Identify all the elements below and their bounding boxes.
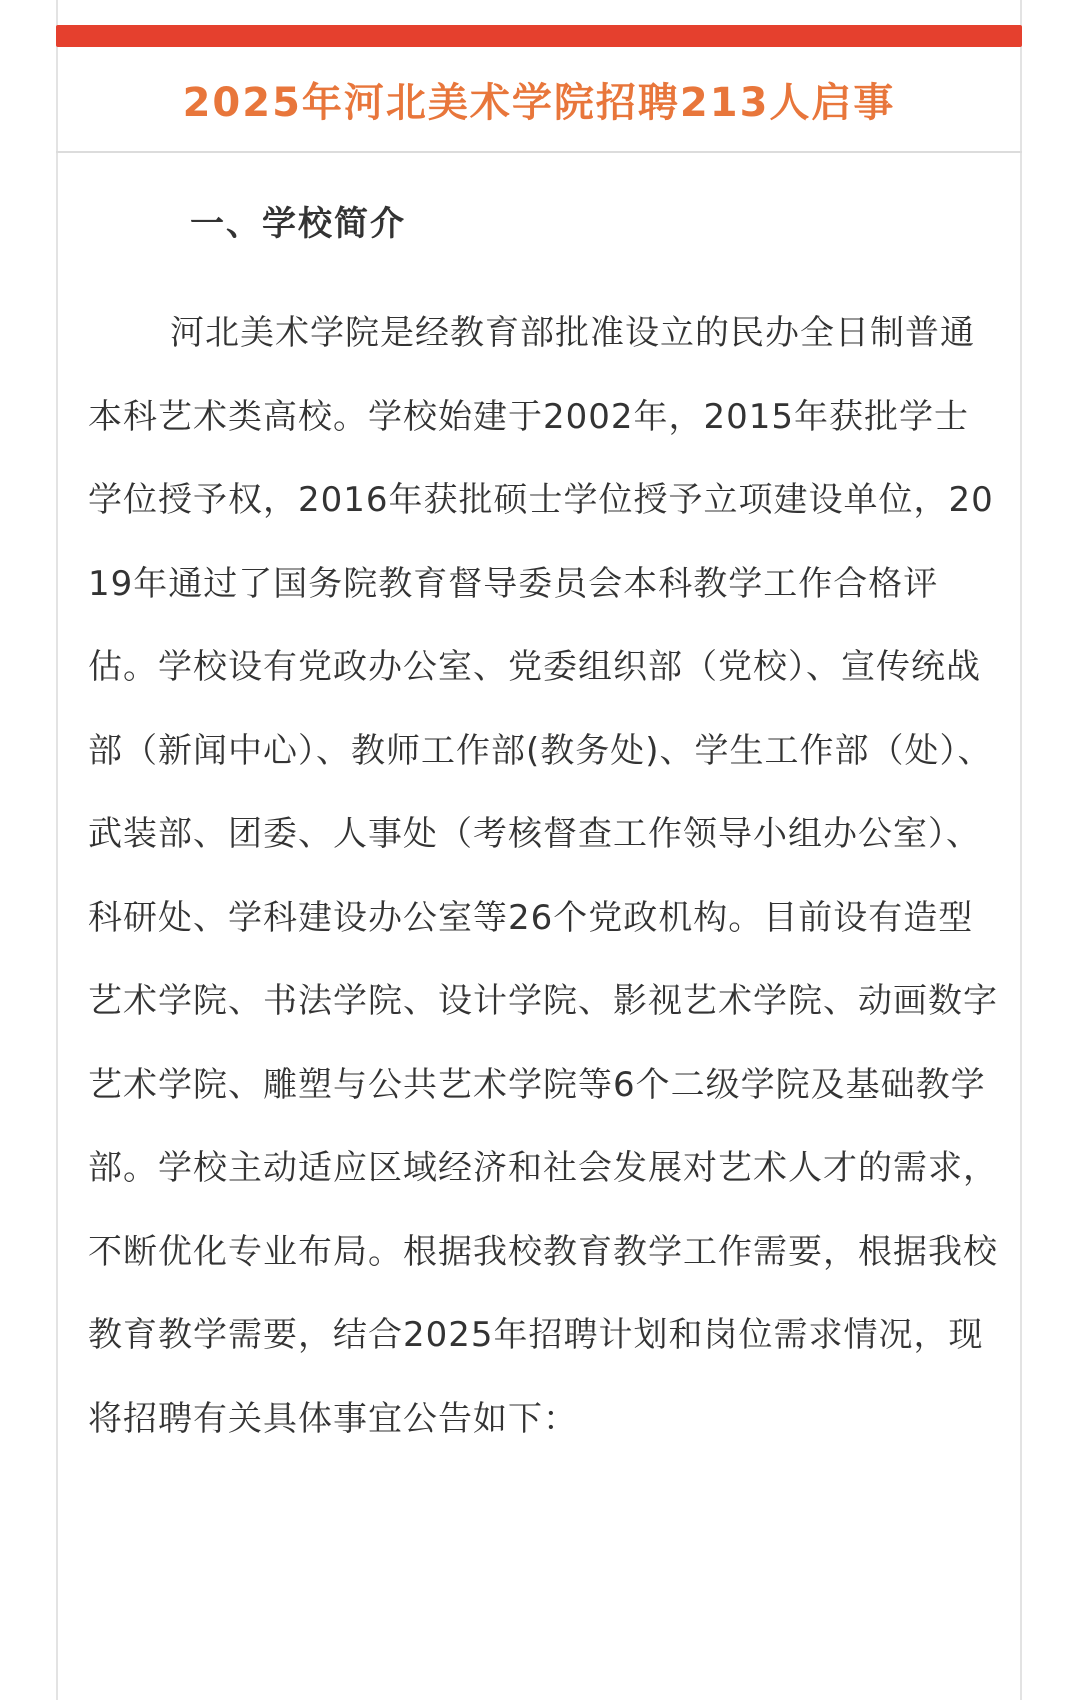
- title-box: [56, 47, 1022, 153]
- top-accent-bar: [56, 25, 1022, 47]
- intro-paragraph: 河北美术学院是经教育部批准设立的民办全日制普通本科艺术类高校。学校始建于2002年，2015年获批学士学位授予权，2016年获批硕士学位授予立项建设单位，2019年通过了国务院教育督导委员会本科教学工作合格评估。学校设有党政办公室、党委组织部（党校）、宣传统战部（新闻中心）、教师工作部(教务处)、学生工作部（处）、武装部、团委、人事处（考核督查工作领导小组办公室）、科研处、学科建设办公室等26个党政机构。目前设有造型艺术学院、书法学院、设计学院、影视艺术学院、动画数字艺术学院、雕塑与公共艺术学院等6个二级学院及基础教学部。学校主动适应区域经济和社会发展对艺术人才的需求，不断优化专业布局。根据我校教育教学工作需要，根据我校教育教学需要，结合2025年招聘计划和岗位需求情况，现将招聘有关具体事宜公告如下：: [88, 313, 998, 1439]
- article-title: 2025年河北美术学院招聘213人启事: [182, 79, 896, 126]
- section-heading: 一、学校简介: [190, 204, 406, 244]
